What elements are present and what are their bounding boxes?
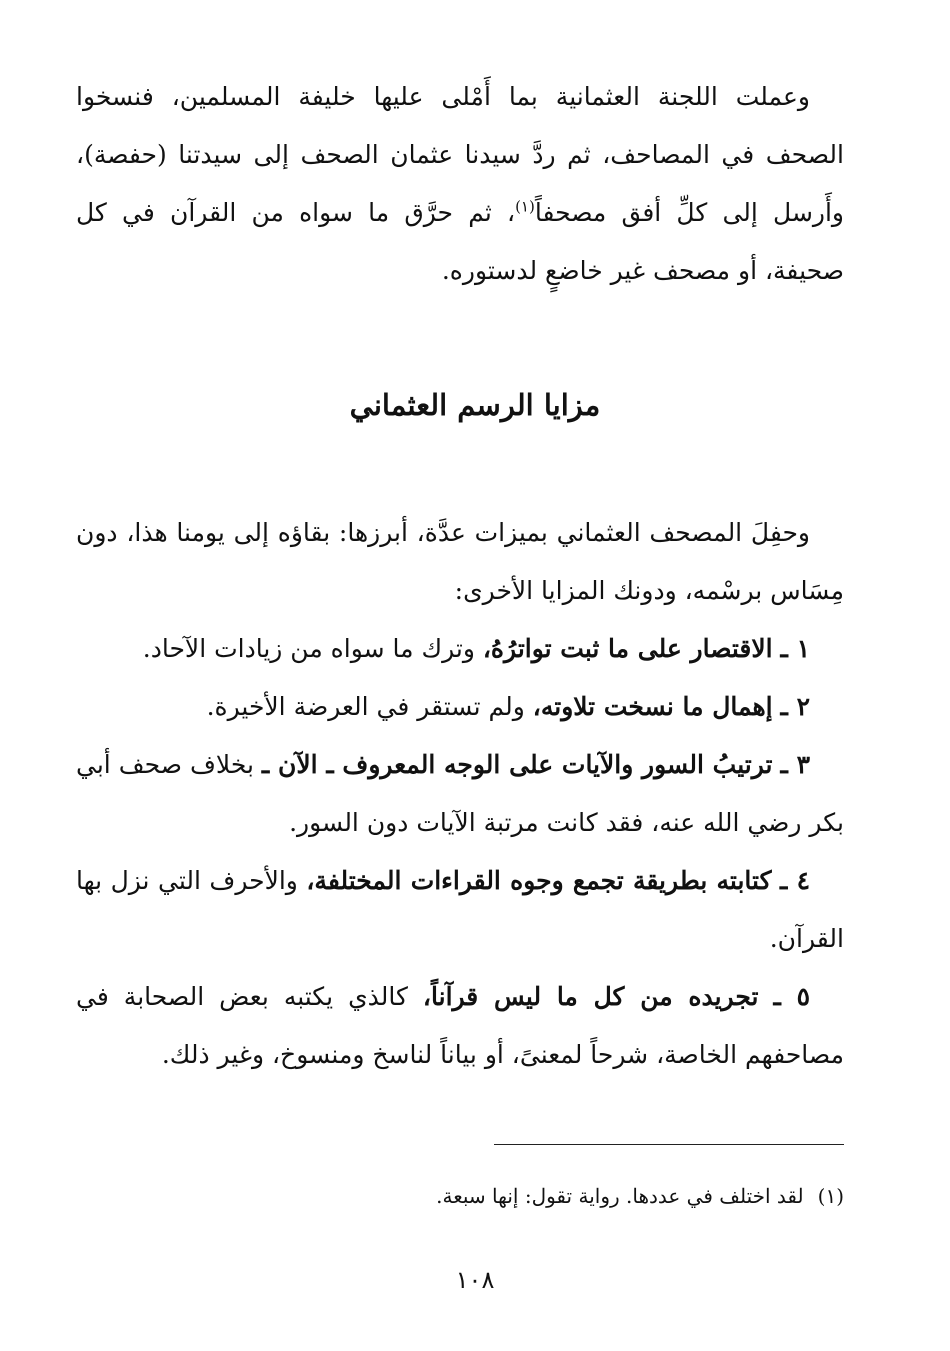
footnote-number: (١)	[817, 1184, 844, 1208]
item-number: ٢ ـ	[780, 692, 810, 721]
item-text: بخلاف صحف أبي بكر رضي الله عنه، فقد كانت مرتبة الآيات دون السور.	[76, 750, 844, 837]
intro-text	[76, 68, 844, 300]
item-text: والأحرف التي نزل بها القرآن.	[76, 866, 844, 953]
list-item-5	[76, 968, 844, 1084]
intro-paragraph	[76, 68, 844, 300]
item-number: ٥ ـ	[773, 982, 810, 1011]
mazaya-intro-paragraph: وحفِلَ المصحف العثماني بميزات عدَّة، أبرزها: بقاؤه إلى يومنا هذا، دون مِسَاس برسْمه، ودونك المزايا الأخرى:	[76, 518, 844, 605]
intro-text-after-ref: ، ثم حرَّق ما سواه من القرآن في كل صحيفة، أو مصحف غير خاضعٍ لدستوره.	[76, 198, 844, 285]
item-number: ٤ ـ	[780, 866, 811, 895]
footnote	[76, 1178, 844, 1214]
item-bold-text: ترتيبُ السور والآيات على الوجه المعروف ـ الآن ـ	[261, 750, 773, 779]
item-bold-text: تجريده من كل ما ليس قرآناً،	[422, 982, 759, 1011]
list-item-4	[76, 852, 844, 968]
list-item-3	[76, 736, 844, 852]
intro-text-before-ref: وعملت اللجنة العثمانية بما أَمْلى عليها خليفة المسلمين، فنسخوا الصحف في المصاحف، ثم ردَّ سيدنا عثمان الصحف إلى سيدتنا (حفصة)، وأَرسل إلى كلِّ أفق مصحفاً	[76, 82, 845, 227]
footnote-text: لقد اختلف في عددها. رواية تقول: إنها سبعة.	[436, 1184, 804, 1208]
item-bold-text: الاقتصار على ما ثبت تواترُهُ،	[482, 634, 773, 663]
item-text: ولم تستقر في العرضة الأخيرة.	[206, 692, 533, 721]
footnote-divider	[494, 1144, 844, 1145]
item-number: ١ ـ	[780, 634, 810, 663]
page-number: ١٠٨	[455, 1266, 495, 1294]
section-heading: مزايا الرسم العثماني	[349, 388, 601, 422]
mazaya-section	[76, 504, 844, 1084]
item-number: ٣ ـ	[780, 750, 811, 779]
item-bold-text: كتابته بطريقة تجمع وجوه القراءات المختلفة،	[306, 866, 772, 895]
list-item-1	[76, 620, 844, 678]
footnote-reference[interactable]: (١)	[515, 197, 535, 216]
item-bold-text: إهمال ما نسخت تلاوته،	[532, 692, 773, 721]
list-item-2	[76, 678, 844, 736]
item-text: وترك ما سواه من زيادات الآحاد.	[142, 634, 483, 663]
item-text: كالذي يكتبه بعض الصحابة في مصاحفهم الخاصة، شرحاً لمعنىً، أو بياناً لناسخ ومنسوخ، وغير ذلك.	[76, 982, 844, 1069]
